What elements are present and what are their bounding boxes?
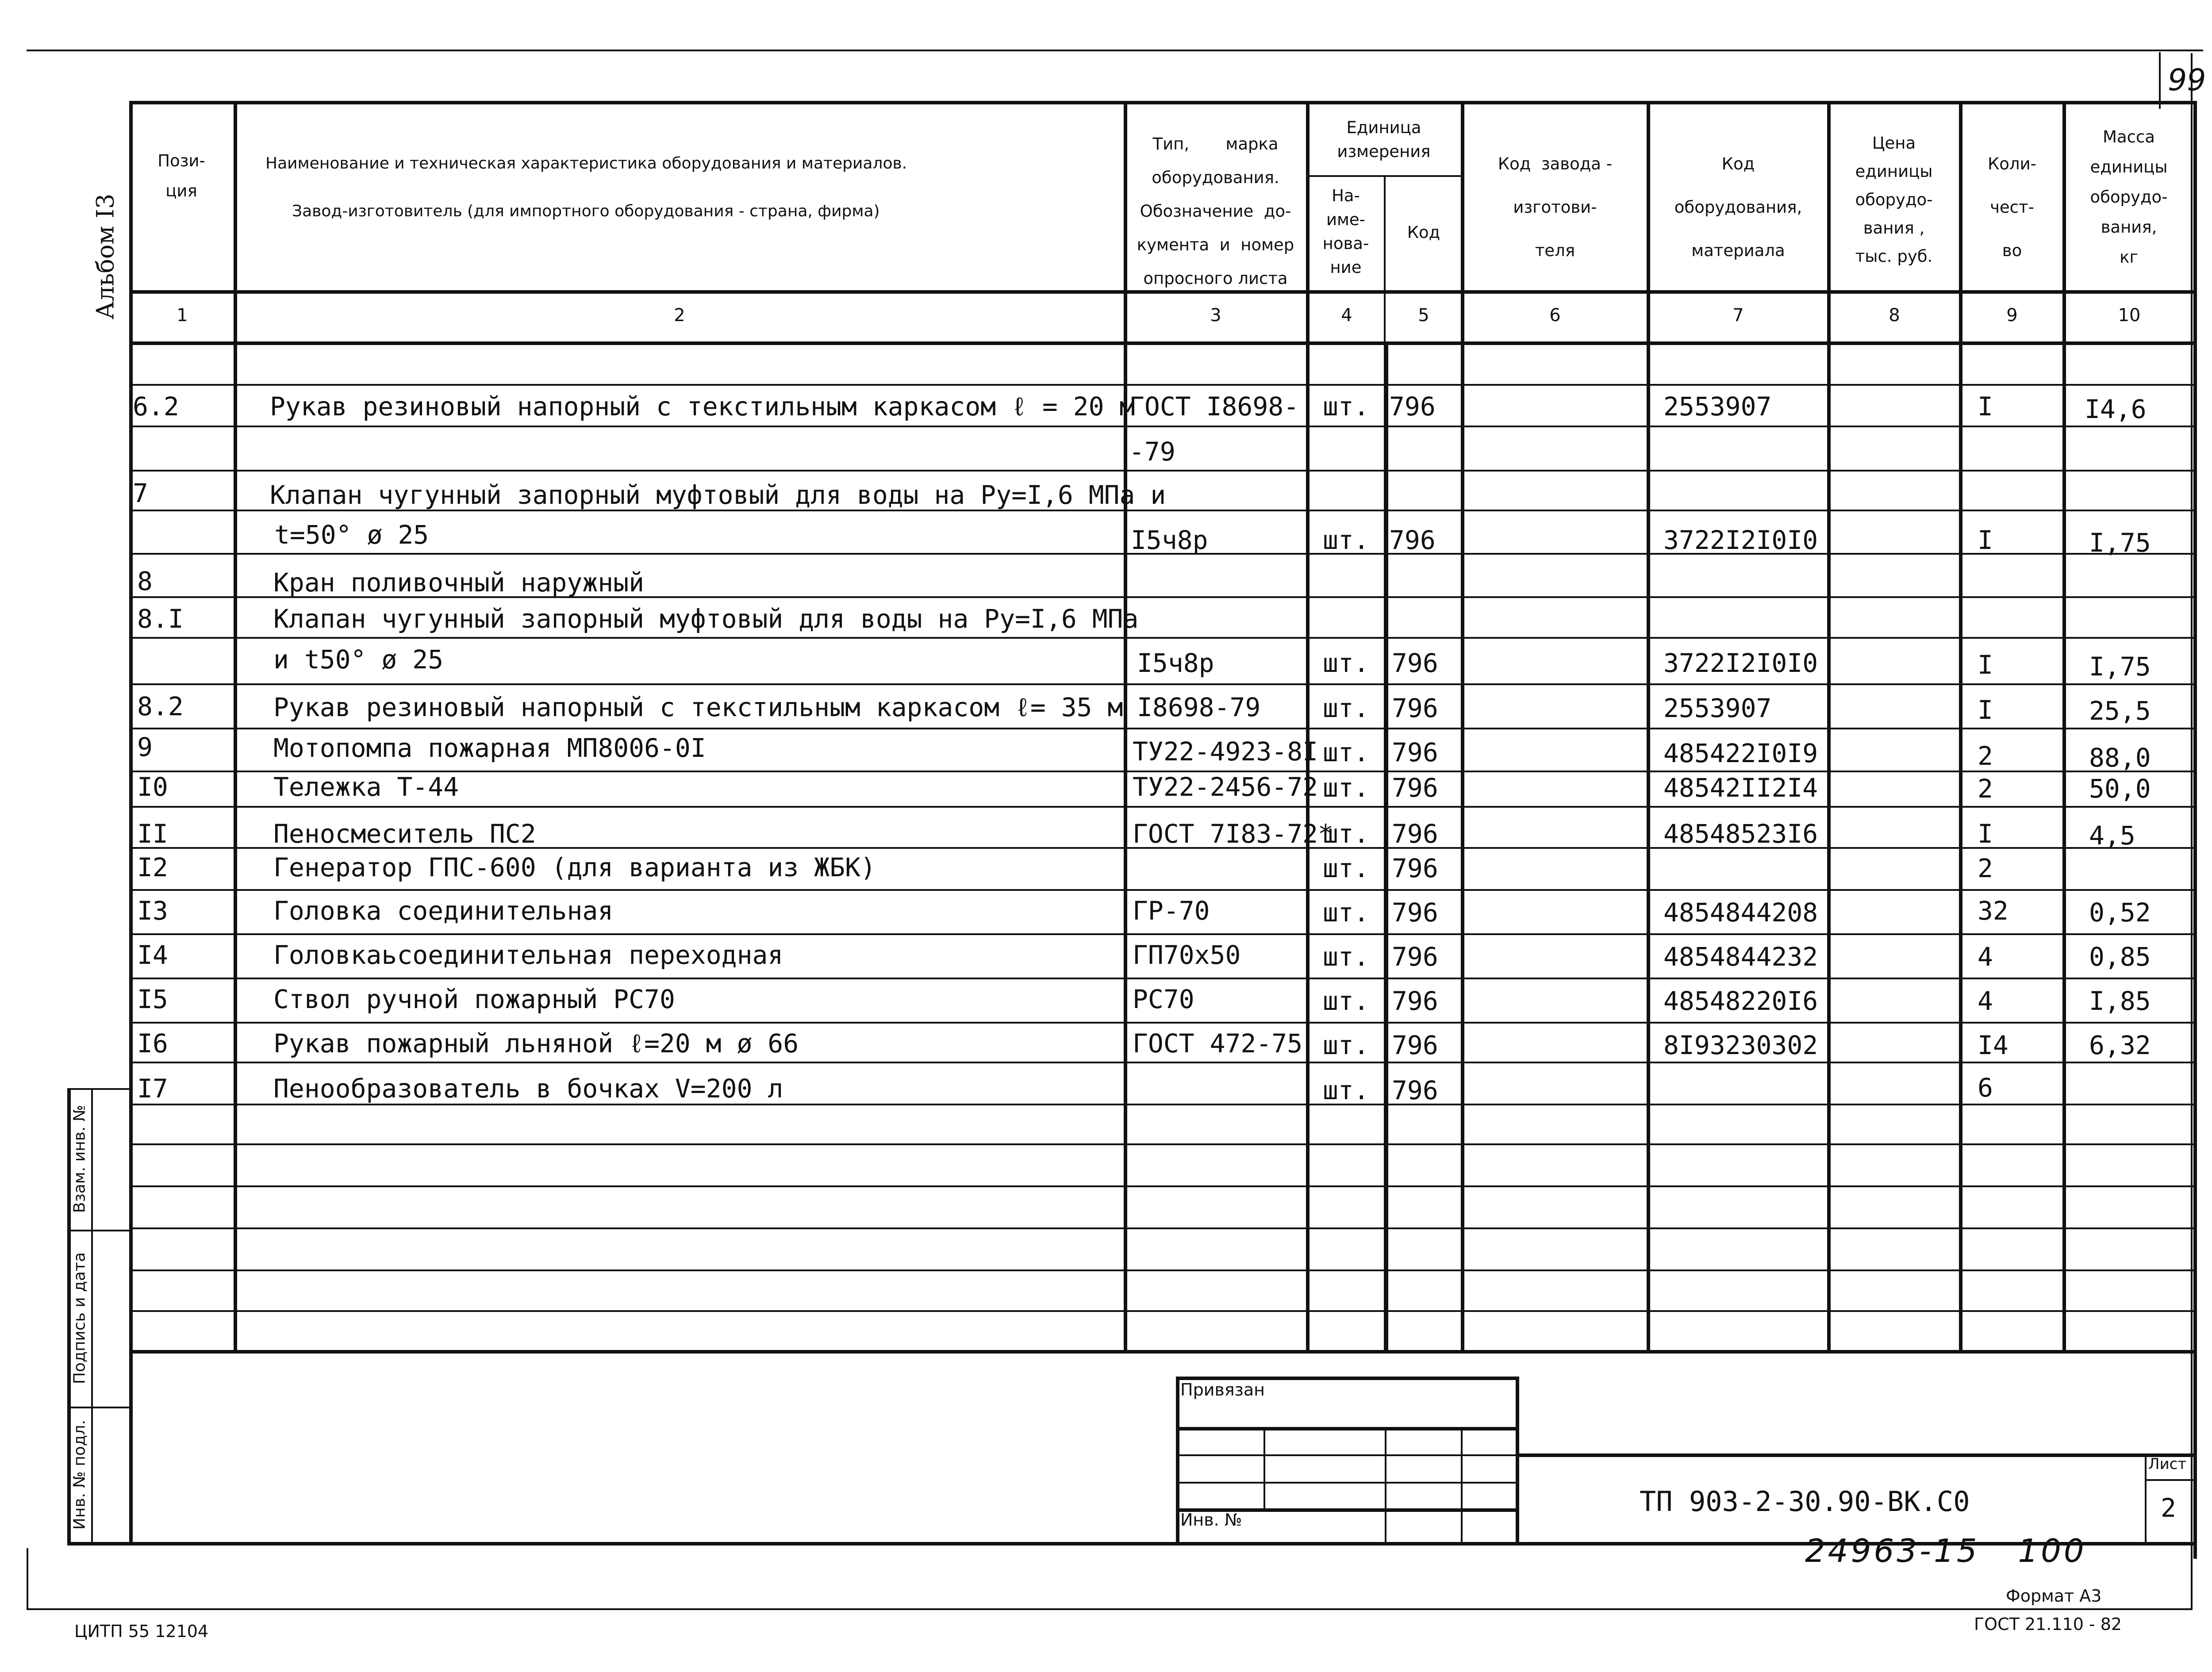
row-quantity: I	[1978, 695, 1993, 725]
row-position: II	[137, 819, 168, 849]
row-name: Пенообразователь в бочках V=200 л	[273, 1074, 783, 1104]
row-unit: шт.	[1323, 942, 1369, 972]
header-price: Цена единицы оборудо- вания , тыс. руб.	[1855, 134, 1933, 266]
row-type: -79	[1129, 437, 1175, 467]
row-unit-code: 796	[1392, 942, 1438, 972]
row-material-code: 2553907	[1663, 693, 1772, 723]
row-unit-code: 796	[1392, 897, 1438, 928]
row-name: и t50° ø 25	[273, 644, 444, 675]
header-unit-code: Код	[1407, 223, 1440, 242]
column-number: 10	[2118, 305, 2141, 326]
row-mass: 50,0	[2089, 774, 2151, 804]
row-name: Мотопомпа пожарная МП8006-0I	[273, 733, 706, 763]
row-type: ГОСТ 7I83-72*	[1133, 819, 1333, 849]
row-quantity: 6	[1978, 1073, 1993, 1103]
column-number: 9	[2006, 305, 2018, 326]
row-material-code: 8I93230302	[1663, 1030, 1818, 1060]
row-unit: шт.	[1323, 819, 1369, 849]
row-unit: шт.	[1323, 853, 1369, 883]
row-name: t=50° ø 25	[274, 520, 429, 550]
column-number: 6	[1549, 305, 1561, 326]
row-mass: 25,5	[2089, 696, 2151, 726]
row-material-code: 485422I0I9	[1663, 738, 1818, 768]
handwritten-number: 24963-15 100	[1805, 1532, 2087, 1569]
row-unit: шт.	[1323, 391, 1369, 422]
row-unit: шт.	[1323, 1030, 1369, 1060]
column-number: 1	[177, 305, 188, 326]
row-unit: шт.	[1323, 648, 1369, 678]
row-mass: I4,6	[2085, 394, 2147, 424]
row-material-code: 4854844232	[1663, 942, 1818, 972]
row-quantity: I	[1978, 391, 1993, 422]
row-position: I2	[137, 852, 168, 882]
column-number: 3	[1210, 305, 1221, 326]
row-name: Генератор ГПС-600 (для варианта из ЖБК)	[273, 852, 876, 882]
row-mass: I,75	[2089, 528, 2151, 558]
top-trim-line	[27, 50, 2203, 51]
header-type: Тип, марка оборудования. Обозначение до- кумента и номер опросного листа	[1137, 134, 1294, 288]
row-name: Клапан чугунный запорный муфтовый для воды на Ру=I,6 МПа	[273, 604, 1139, 634]
row-type: ТУ22-4923-8I	[1133, 736, 1318, 767]
album-label: Альбом I3	[91, 193, 119, 320]
table-right-border	[2193, 101, 2197, 1559]
header-unit-name: На- име- нова- ние	[1322, 186, 1369, 277]
row-quantity: I	[1978, 819, 1993, 849]
citp-label: ЦИТП 55 12104	[74, 1622, 209, 1641]
row-unit-code: 796	[1392, 773, 1438, 803]
column-number: 8	[1889, 305, 1900, 326]
row-type: ТУ22-2456-72	[1133, 772, 1318, 802]
inv-podl-label: Инв. № подл.	[70, 1419, 89, 1530]
row-quantity: I	[1978, 525, 1993, 555]
row-unit: шт.	[1323, 737, 1369, 767]
row-position: I0	[137, 772, 168, 802]
row-unit-code: 796	[1392, 1030, 1438, 1060]
inv-number-label: Инв. №	[1180, 1510, 1242, 1530]
title-block-top	[1516, 1453, 2194, 1457]
row-quantity: 32	[1978, 896, 2008, 926]
row-position: 8.2	[137, 691, 184, 721]
header-material-code: Код оборудования, материала	[1674, 154, 1802, 260]
row-name: Головка соединительная	[273, 896, 614, 926]
header-mass: Масса единицы оборудо- вания, кг	[2090, 127, 2168, 267]
podpis-data-label: Подпись и дата	[70, 1252, 89, 1384]
row-mass: 4,5	[2089, 821, 2135, 851]
header-unit-group: Единица измерения	[1337, 118, 1431, 161]
row-material-code: 3722I2I0I0	[1663, 525, 1818, 555]
row-quantity: I	[1978, 650, 1993, 680]
row-position: I4	[137, 940, 168, 970]
row-unit: шт.	[1323, 693, 1369, 723]
row-unit-code: 796	[1392, 648, 1438, 678]
column-number: 4	[1341, 305, 1352, 326]
row-quantity: I4	[1978, 1030, 2008, 1060]
row-type: I8698-79	[1137, 692, 1261, 722]
row-unit-code: 796	[1392, 693, 1438, 723]
row-position: I5	[137, 984, 168, 1014]
row-name: Клапан чугунный запорный муфтовый для воды на Ру=I,6 МПа и	[270, 480, 1166, 510]
document-code: ТП 903-2-30.90-ВК.С0	[1640, 1485, 1970, 1518]
header-name-line2: Завод-изготовитель (для импортного оборудования - страна, фирма)	[292, 202, 880, 220]
row-mass: I,75	[2089, 652, 2151, 682]
row-material-code: 4854844208	[1663, 897, 1818, 928]
row-unit: шт.	[1323, 1075, 1369, 1105]
privyazan-box-top	[1176, 1377, 1518, 1380]
header-quantity: Коли- чест- во	[1988, 154, 2036, 260]
row-type: I5ч8р	[1131, 525, 1208, 555]
unit-group-divider	[1306, 175, 1461, 177]
row-mass: 0,85	[2089, 942, 2151, 972]
header-position: Пози- ция	[157, 151, 205, 200]
table-top-border	[129, 101, 2194, 104]
format-label: Формат А3	[2006, 1586, 2102, 1606]
row-unit-code: 796	[1392, 1075, 1438, 1105]
row-mass: 6,32	[2089, 1030, 2151, 1060]
header-name-line1: Наименование и техническая характеристика оборудования и материалов.	[265, 154, 907, 173]
numbers-row-bottom-border	[129, 341, 2194, 345]
row-material-code: 3722I2I0I0	[1663, 648, 1818, 678]
right-trim-line	[2191, 53, 2193, 1610]
row-type: ГР-70	[1133, 896, 1210, 926]
row-unit-code: 796	[1392, 737, 1438, 767]
row-type: I5ч8р	[1137, 648, 1214, 678]
row-name: Пеносмеситель ПС2	[273, 819, 536, 849]
row-type: ГП70х50	[1133, 940, 1241, 970]
row-position: 8.I	[137, 604, 184, 634]
row-name: Головкаьсоединительная переходная	[273, 940, 783, 970]
row-quantity: 2	[1978, 774, 1993, 804]
row-position: I3	[137, 896, 168, 926]
row-type: РС70	[1133, 984, 1194, 1014]
row-position: I6	[137, 1028, 168, 1058]
column-number: 7	[1732, 305, 1744, 326]
row-type: ГОСТ 472-75	[1133, 1028, 1303, 1058]
sheet-number: 2	[2161, 1493, 2176, 1523]
row-name: Рукав резиновый напорный с текстильным каркасом ℓ = 20 м	[270, 391, 1135, 422]
row-unit: шт.	[1323, 773, 1369, 803]
corner-box-line	[2159, 52, 2161, 109]
left-trim-stub	[27, 1548, 28, 1608]
row-mass: 88,0	[2089, 743, 2151, 773]
row-position: 6.2	[133, 391, 179, 422]
row-unit: шт.	[1323, 525, 1369, 555]
row-name: Кран поливочный наружный	[273, 568, 645, 598]
sheet-corner-number: 99	[2168, 63, 2206, 98]
row-quantity: 4	[1978, 986, 1993, 1016]
row-unit-code: 796	[1389, 391, 1436, 422]
row-position: 9	[137, 732, 153, 762]
row-quantity: 4	[1978, 942, 1993, 972]
row-unit-code: 796	[1389, 525, 1436, 555]
row-quantity: 2	[1978, 741, 1993, 771]
row-material-code: 48542II2I4	[1663, 773, 1818, 803]
row-unit: шт.	[1323, 986, 1369, 1016]
row-position: 7	[133, 478, 148, 508]
row-quantity: 2	[1978, 853, 1993, 883]
row-name: Рукав резиновый напорный с текстильным каркасом ℓ= 35 м	[273, 692, 1123, 722]
row-unit: шт.	[1323, 897, 1369, 928]
sheet-label: Лист	[2148, 1455, 2187, 1473]
row-mass: I,85	[2089, 986, 2151, 1016]
row-material-code: 48548220I6	[1663, 986, 1818, 1016]
row-name: Ствол ручной пожарный РС70	[273, 984, 675, 1014]
row-material-code: 48548523I6	[1663, 819, 1818, 849]
row-name: Рукав пожарный льняной ℓ=20 м ø 66	[273, 1028, 799, 1058]
row-material-code: 2553907	[1663, 391, 1772, 422]
bottom-trim-line	[27, 1608, 2191, 1610]
row-mass: 0,52	[2089, 897, 2151, 928]
gost-label: ГОСТ 21.110 - 82	[1974, 1614, 2122, 1634]
table-bottom-border	[129, 1350, 2194, 1354]
row-unit-code: 796	[1392, 986, 1438, 1016]
row-position: 8	[137, 566, 153, 596]
table-left-border	[129, 101, 133, 1545]
row-unit-code: 796	[1392, 853, 1438, 883]
column-number: 5	[1418, 305, 1429, 326]
row-type: ГОСТ I8698-	[1129, 391, 1299, 422]
row-unit-code: 796	[1392, 819, 1438, 849]
header-factory-code: Код завода - изготови- теля	[1498, 154, 1613, 260]
row-name: Тележка Т-44	[273, 772, 459, 802]
row-position: I7	[137, 1074, 168, 1104]
privyazan-label: Привязан	[1180, 1380, 1265, 1400]
vzam-inv-label: Взам. инв. №	[70, 1104, 89, 1213]
column-number: 2	[674, 305, 685, 326]
